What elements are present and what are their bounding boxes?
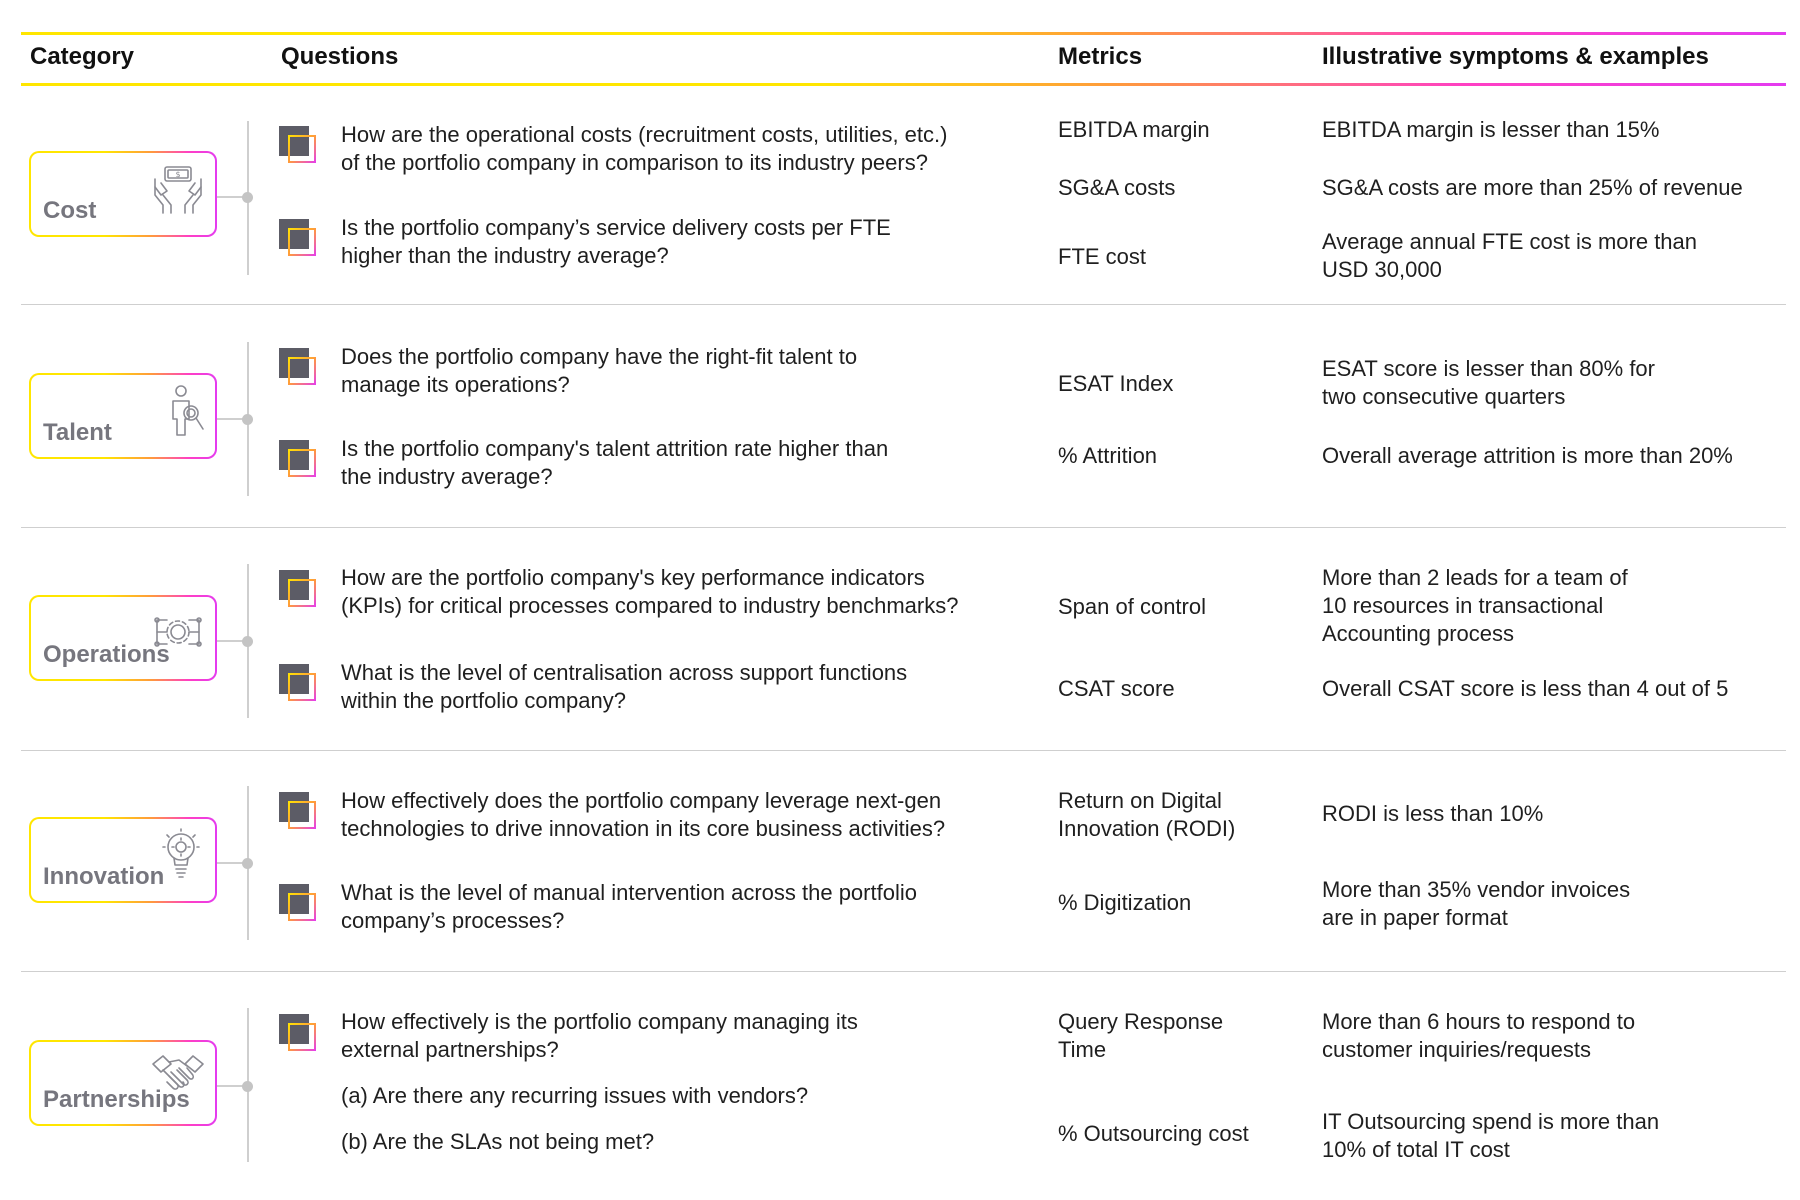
gear-network-icon bbox=[149, 605, 207, 659]
symptom-text: More than 35% vendor invoices are in paper format bbox=[1322, 877, 1631, 930]
metric-text: % Digitization bbox=[1058, 890, 1192, 915]
person-search-icon bbox=[149, 383, 207, 437]
symptom-text: RODI is less than 10% bbox=[1322, 801, 1544, 826]
sub-question-text: (b) Are the SLAs not being met? bbox=[341, 1129, 655, 1154]
handshake-icon bbox=[149, 1050, 207, 1104]
metric-text: CSAT score bbox=[1058, 676, 1175, 701]
connector-dot bbox=[242, 1081, 253, 1092]
category-label: Cost bbox=[43, 197, 97, 224]
svg-text:$: $ bbox=[175, 170, 181, 179]
symptom-text: ESAT score is lesser than 80% for two consecutive quarters bbox=[1322, 356, 1655, 409]
money-hands-icon bbox=[149, 161, 207, 215]
metric-text: % Attrition bbox=[1058, 443, 1158, 468]
question-bullet-icon bbox=[279, 570, 319, 610]
question-text: What is the level of manual intervention across the portfolio company’s processes? bbox=[341, 880, 917, 933]
metric-text: Return on Digital Innovation (RODI) bbox=[1058, 788, 1236, 841]
category-label: Talent bbox=[43, 419, 112, 446]
symptom-text: EBITDA margin is lesser than 15% bbox=[1322, 117, 1660, 142]
symptom-text: Overall CSAT score is less than 4 out of 5 bbox=[1322, 676, 1729, 701]
lightbulb-gear-icon bbox=[149, 827, 207, 881]
metric-text: Query Response Time bbox=[1058, 1009, 1224, 1062]
header-category: Category bbox=[30, 43, 135, 70]
category-card-operations bbox=[29, 595, 217, 681]
header-symptoms: Illustrative symptoms & examples bbox=[1322, 43, 1709, 70]
question-text: How are the operational costs (recruitment costs, utilities, etc.) of the portfolio company in comparison to its industry peers? bbox=[341, 122, 948, 175]
symptom-text: IT Outsourcing spend is more than 10% of total IT cost bbox=[1322, 1109, 1660, 1162]
question-bullet-icon bbox=[279, 792, 319, 832]
metric-text: EBITDA margin bbox=[1058, 117, 1210, 142]
symptom-text: More than 2 leads for a team of 10 resources in transactional Accounting process bbox=[1322, 565, 1628, 646]
row-separator bbox=[21, 750, 1786, 751]
connector-dot bbox=[242, 858, 253, 869]
question-bullet-icon bbox=[279, 440, 319, 480]
question-bullet-icon bbox=[279, 884, 319, 924]
symptom-text: More than 6 hours to respond to customer inquiries/requests bbox=[1322, 1009, 1636, 1062]
question-text: How are the portfolio company's key performance indicators (KPIs) for critical processes compared to industry benchmarks? bbox=[341, 565, 959, 618]
question-text: Does the portfolio company have the right-fit talent to manage its operations? bbox=[341, 344, 858, 397]
question-text: Is the portfolio company’s service delivery costs per FTE higher than the industry average? bbox=[341, 215, 891, 268]
question-text: How effectively does the portfolio company leverage next-gen technologies to drive innovation in its core business activities? bbox=[341, 788, 946, 841]
connector-dot bbox=[242, 192, 253, 203]
symptom-text: Average annual FTE cost is more than USD 30,000 bbox=[1322, 229, 1698, 282]
metric-text: ESAT Index bbox=[1058, 371, 1174, 396]
metric-text: Span of control bbox=[1058, 594, 1206, 619]
question-text: How effectively is the portfolio company managing its external partnerships? bbox=[341, 1009, 858, 1062]
question-bullet-icon bbox=[279, 126, 319, 166]
category-card-partnerships bbox=[29, 1040, 217, 1126]
header-rule bbox=[21, 83, 1786, 86]
category-card-cost bbox=[29, 151, 217, 237]
row-separator bbox=[21, 304, 1786, 305]
question-bullet-icon bbox=[279, 1014, 319, 1054]
symptom-text: SG&A costs are more than 25% of revenue bbox=[1322, 175, 1743, 200]
question-bullet-icon bbox=[279, 219, 319, 259]
top-rule bbox=[21, 32, 1786, 35]
question-bullet-icon bbox=[279, 664, 319, 704]
question-text: What is the level of centralisation across support functions within the portfolio company? bbox=[341, 660, 908, 713]
header-metrics: Metrics bbox=[1058, 43, 1143, 70]
sub-question-text: (a) Are there any recurring issues with vendors? bbox=[341, 1083, 809, 1108]
metric-text: % Outsourcing cost bbox=[1058, 1121, 1249, 1146]
metric-text: SG&A costs bbox=[1058, 175, 1176, 200]
category-label: Innovation bbox=[43, 863, 165, 890]
category-label: Partnerships bbox=[43, 1086, 190, 1113]
question-text: Is the portfolio company's talent attrition rate higher than the industry average? bbox=[341, 436, 889, 489]
symptom-text: Overall average attrition is more than 20% bbox=[1322, 443, 1733, 468]
header-questions: Questions bbox=[281, 43, 399, 70]
metric-text: FTE cost bbox=[1058, 244, 1147, 269]
row-separator bbox=[21, 971, 1786, 972]
category-card-talent bbox=[29, 373, 217, 459]
connector-dot bbox=[242, 414, 253, 425]
category-card-innovation bbox=[29, 817, 217, 903]
category-label: Operations bbox=[43, 641, 170, 668]
row-separator bbox=[21, 527, 1786, 528]
question-bullet-icon bbox=[279, 348, 319, 388]
connector-dot bbox=[242, 636, 253, 647]
